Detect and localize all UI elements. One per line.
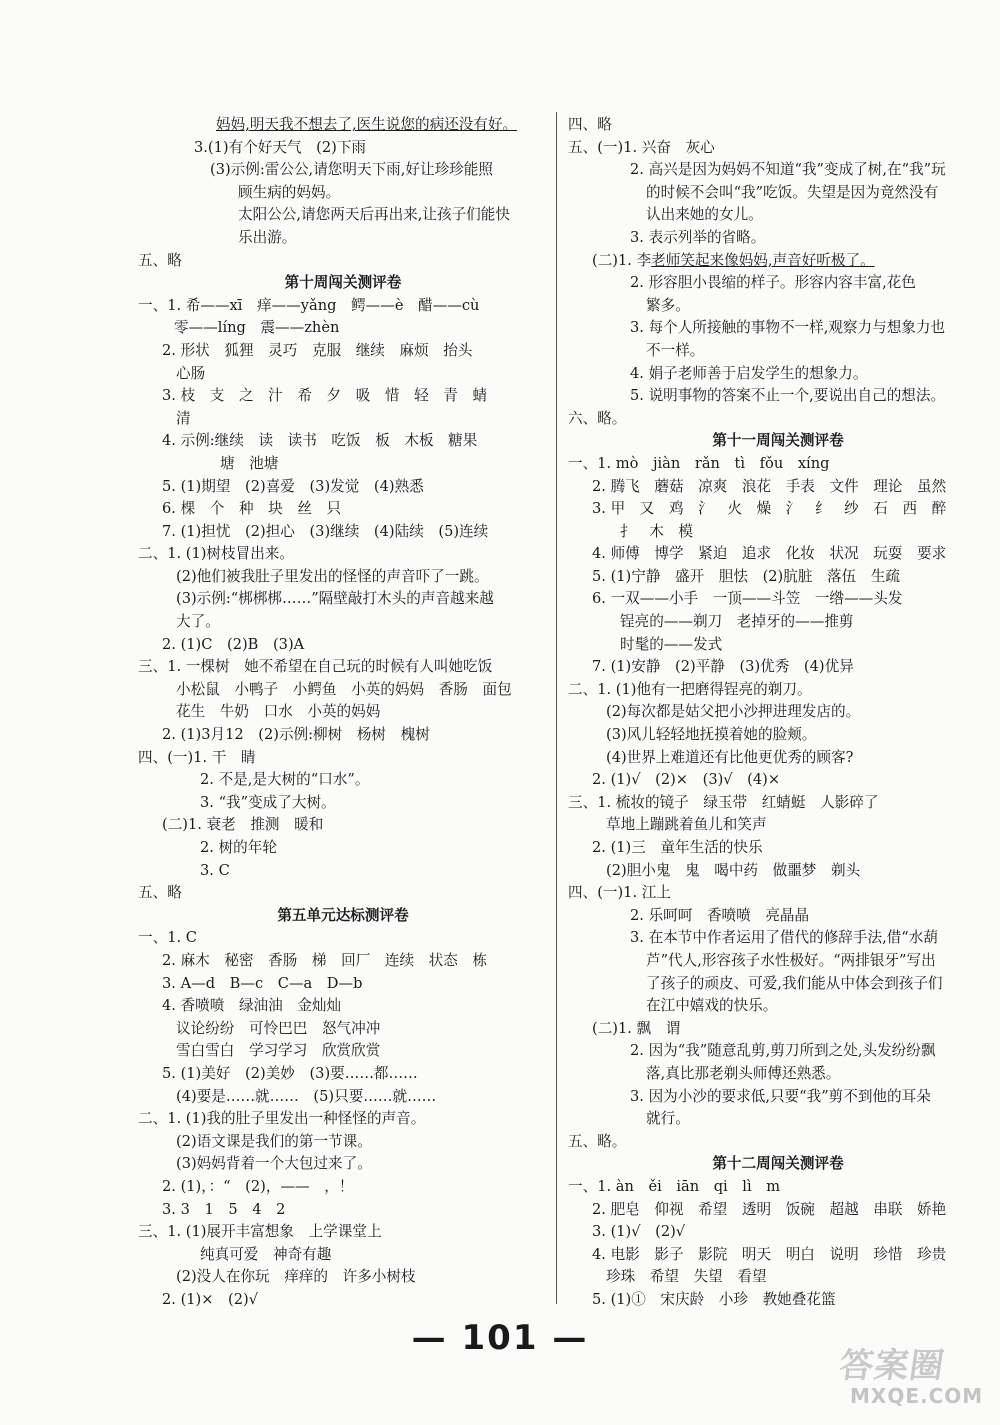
answer-line: 锃亮的——剃刀 老掉牙的——推剪 [620,613,854,631]
answer-line: 6. 一双——小手 一顶——斗笠 一绺——头发 [592,590,903,608]
page-number: — 101 — [411,1318,589,1358]
answer-line: 乐出游。 [238,228,297,246]
section-title: 第十周闯关测评卷 [284,274,402,292]
answer-line: 扌 木 模 [620,522,693,540]
answer-line: 二、1. (1)树枝冒出来。 [138,545,294,563]
answer-line: 芦”代人,形容孩子水性极好。“两排银牙”写出 [646,951,936,969]
answer-line: 议论纷纷 可怜巴巴 怒气冲冲 [176,1019,381,1037]
answer-line: 2. (1)三 童年生活的快乐 [592,839,763,856]
answer-line: (二)1. 衰老 推测 暖和 [162,816,324,834]
answer-line: 5. (1)① 宋庆龄 小珍 教她叠花篮 [592,1290,836,1308]
answer-line: (3)妈妈背着一个大包过来了。 [176,1155,372,1173]
right-column [568,114,988,1311]
answer-line: (2)语文课是我们的第一节课。 [176,1132,372,1150]
answer-line: 一、1. C [138,929,197,947]
answer-line: 三、1. (1)展开丰富想象 上学课堂上 [138,1223,382,1241]
answer-line: 四、(一)1. 江上 [568,884,671,902]
answer-line: 五、略 [138,251,182,269]
answer-line: 5. (1)美好 (2)美妙 (3)要……都…… [162,1064,418,1082]
answer-line: 心肠 [176,364,206,382]
answer-line: 4. 娟子老师善于启发学生的想象力。 [630,364,868,382]
answer-line: 落,真比那老剃头师傅还熟悉。 [646,1064,841,1082]
answer-line: 二、1. (1)我的肚子里发出一种怪怪的声音。 [138,1110,426,1128]
answer-line: 3. 因为小沙的要求低,只要“我”剪不到他的耳朵 [630,1087,931,1105]
watermark-site: MXQE.COM [850,1384,984,1408]
answer-line: 3. A—d B—c C—a D—b [162,974,363,992]
answer-line: 3. C [200,861,230,879]
answer-line: 时髦的——发式 [620,635,723,653]
answer-line: 3. 3 1 5 4 2 [162,1200,286,1218]
answer-line: 六、略。 [568,409,627,427]
answer-line: 在江中嬉戏的快乐。 [646,997,778,1015]
answer-line: 五、略。 [568,1132,627,1150]
watermark-logo [832,1338,982,1416]
answer-line: 2. 树的年轮 [200,839,277,856]
answer-line: 2. 不是,是大树的“口水”。 [200,771,370,789]
section-title: 第十二周闯关测评卷 [712,1155,844,1173]
answer-line: 4. 香喷喷 绿油油 金灿灿 [162,997,342,1015]
answer-line: 3.(1)有个好天气 (2)下雨 [194,138,367,156]
answer-line: 2. 高兴是因为妈妈不知道“我”变成了树,在“我”玩 [630,161,946,179]
column-divider [556,112,557,1304]
answer-line: 花生 牛奶 口水 小英的妈妈 [176,703,381,721]
answer-line: 三、1. 一棵树 她不希望在自己玩的时候有人叫她吃饭 [138,658,493,676]
answer-line: (3)示例:雷公公,请您明天下雨,好让珍珍能照 [210,161,493,179]
answer-line: 的时候不会叫“我”吃饭。失望是因为竟然没有 [646,183,939,201]
answer-line: 2. 因为“我”随意乱剪,剪刀所到之处,头发纷纷飘 [630,1042,936,1060]
answer-line: 认出来她的女儿。 [646,206,763,224]
answer-line: 3. (1)√ (2)√ [592,1223,686,1241]
answer-line: 4. 示例:继续 读 读书 吃饭 板 木板 糖果 [162,432,478,450]
answer-line: 草地上蹦跳着鱼儿和笑声 [606,816,767,834]
answer-line: (二)1. 李老师笑起来像妈妈,声音好听极了。 [592,251,875,269]
answer-line: (2)胆小鬼 鬼 喝中药 做噩梦 剃头 [606,861,861,879]
answer-line: 二、1. (1)他有一把磨得锃亮的剃刀。 [568,680,812,698]
answer-line: 3. 甲 又 鸡 氵 火 燥 氵 纟 纱 石 西 醉 [592,500,947,518]
answer-line: 2. (1)3月12 (2)示例:柳树 杨树 槐树 [162,726,430,744]
answer-line: 不一样。 [646,341,705,359]
section-title: 第五单元达标测评卷 [277,906,409,924]
answer-line: 顾生病的妈妈。 [238,183,341,201]
answer-line: 3. 在本节中作者运用了借代的修辞手法,借“水葫 [630,929,938,947]
answer-line: 塘 池塘 [220,454,279,472]
answer-line: 妈妈,明天我不想去了,医生说您的病还没有好。 [216,116,518,133]
answer-line: 清 [176,409,191,427]
answer-line: 零——líng 震——zhèn [174,319,340,337]
answer-line: 小松鼠 小鸭子 小鳄鱼 小英的妈妈 香肠 面包 [176,680,512,698]
answer-line: (3)示例:“梆梆梆……”隔壁敲打木头的声音越来越 [176,590,494,608]
answer-line: 2. (1)，：“ (2)，—— ，！ [162,1177,354,1195]
answer-line: 一、1. 希——xī 痒——yǎng 鳄——è 醋——cù [138,296,480,314]
answer-line: 就行。 [646,1110,690,1128]
answer-line: 大了。 [176,613,220,631]
answer-line: 4. 电影 影子 影院 明天 明白 说明 珍惜 珍贵 [592,1245,947,1263]
answer-line: 五、(一)1. 兴奋 灰心 [568,138,715,156]
answer-line: 2. 乐呵呵 香喷喷 亮晶晶 [630,906,810,924]
answer-line: 四、(一)1. 干 睛 [138,748,256,766]
section-title: 第十一周闯关测评卷 [712,432,844,450]
answer-line: 一、1. àn ěi iān qi lì m [568,1177,781,1195]
answer-line: 四、略 [568,116,612,133]
answer-line: 珍珠 希望 失望 看望 [606,1268,767,1286]
answer-line: 7. (1)担忧 (2)担心 (3)继续 (4)陆续 (5)连续 [162,522,489,540]
answer-line: 5. 说明事物的答案不止一个,要说出自己的想法。 [630,387,946,405]
answer-line: 了孩子的顽皮、可爱,我们能从中体会到孩子们 [646,974,943,992]
answer-line: 3. “我”变成了大树。 [200,793,336,811]
answer-line: 3. 枝 支 之 汁 希 夕 吸 惜 轻 青 蜻 [162,387,488,405]
answer-line: 2. 形容胆小畏缩的样子。形容内容丰富,花色 [630,274,916,292]
answer-line: 5. (1)宁静 盛开 胆怯 (2)肮脏 落伍 生疏 [592,567,901,585]
answer-line: 2. (1)√ (2)× (3)√ (4)× [592,771,781,789]
answer-line: 五、略 [138,884,182,902]
answer-line: 2. 形状 狐狸 灵巧 克服 继续 麻烦 抬头 [162,341,473,359]
answer-line: (二)1. 飘 谓 [592,1019,681,1037]
answer-line: (4)世界上难道还有比他更优秀的顾客? [606,748,854,766]
answer-line: 纯真可爱 神奇有趣 [200,1245,332,1263]
answer-line: (2)他们被我肚子里发出的怪怪的声音吓了一跳。 [176,567,489,585]
answer-line: 2. (1)C (2)B (3)A [162,635,305,653]
answer-line: 7. (1)安静 (2)平静 (3)优秀 (4)优异 [592,658,854,676]
answer-line: (2)没人在你玩 痒痒的 许多小树枝 [176,1268,416,1286]
left-column [138,114,548,1311]
watermark-text: 答案圈 [836,1346,948,1386]
answer-line: 2. 腾飞 蘑菇 凉爽 浪花 手表 文件 理论 虽然 [592,477,947,495]
answer-line: 2. (1)× (2)√ [162,1290,259,1308]
answer-line: (4)要是……就…… (5)只要……就…… [176,1087,437,1105]
answer-line: 3. 每个人所接触的事物不一样,观察力与想象力也 [630,319,946,337]
answer-line: 2. 肥皂 仰视 希望 透明 饭碗 超越 串联 娇艳 [592,1200,947,1218]
answer-line: 2. 麻木 秘密 香肠 梯 回厂 连续 状态 栋 [162,951,488,969]
answer-line: 3. 表示列举的省略。 [630,228,766,246]
answer-line: 6. 棵 个 种 块 丝 只 [162,500,342,518]
answer-line: 5. (1)期望 (2)喜爱 (3)发觉 (4)熟悉 [162,477,424,495]
answer-line: (2)每次都是姑父把小沙押进理发店的。 [606,703,861,721]
answer-line: 繁多。 [646,296,690,314]
answer-line: 雪白雪白 学习学习 欣赏欣赏 [176,1042,381,1060]
answer-line: 太阳公公,请您两天后再出来,让孩子们能快 [238,206,510,224]
answer-line: 4. 师傅 博学 紧迫 追求 化妆 状况 玩耍 要求 [592,545,947,563]
answer-line: 一、1. mò jiàn rǎn tì fǒu xíng [568,454,830,472]
answer-line: (3)风儿轻轻地抚摸着她的脸颊。 [606,726,817,744]
answer-line: 三、1. 梳妆的镜子 绿玉带 红蜻蜓 人影碎了 [568,793,879,811]
